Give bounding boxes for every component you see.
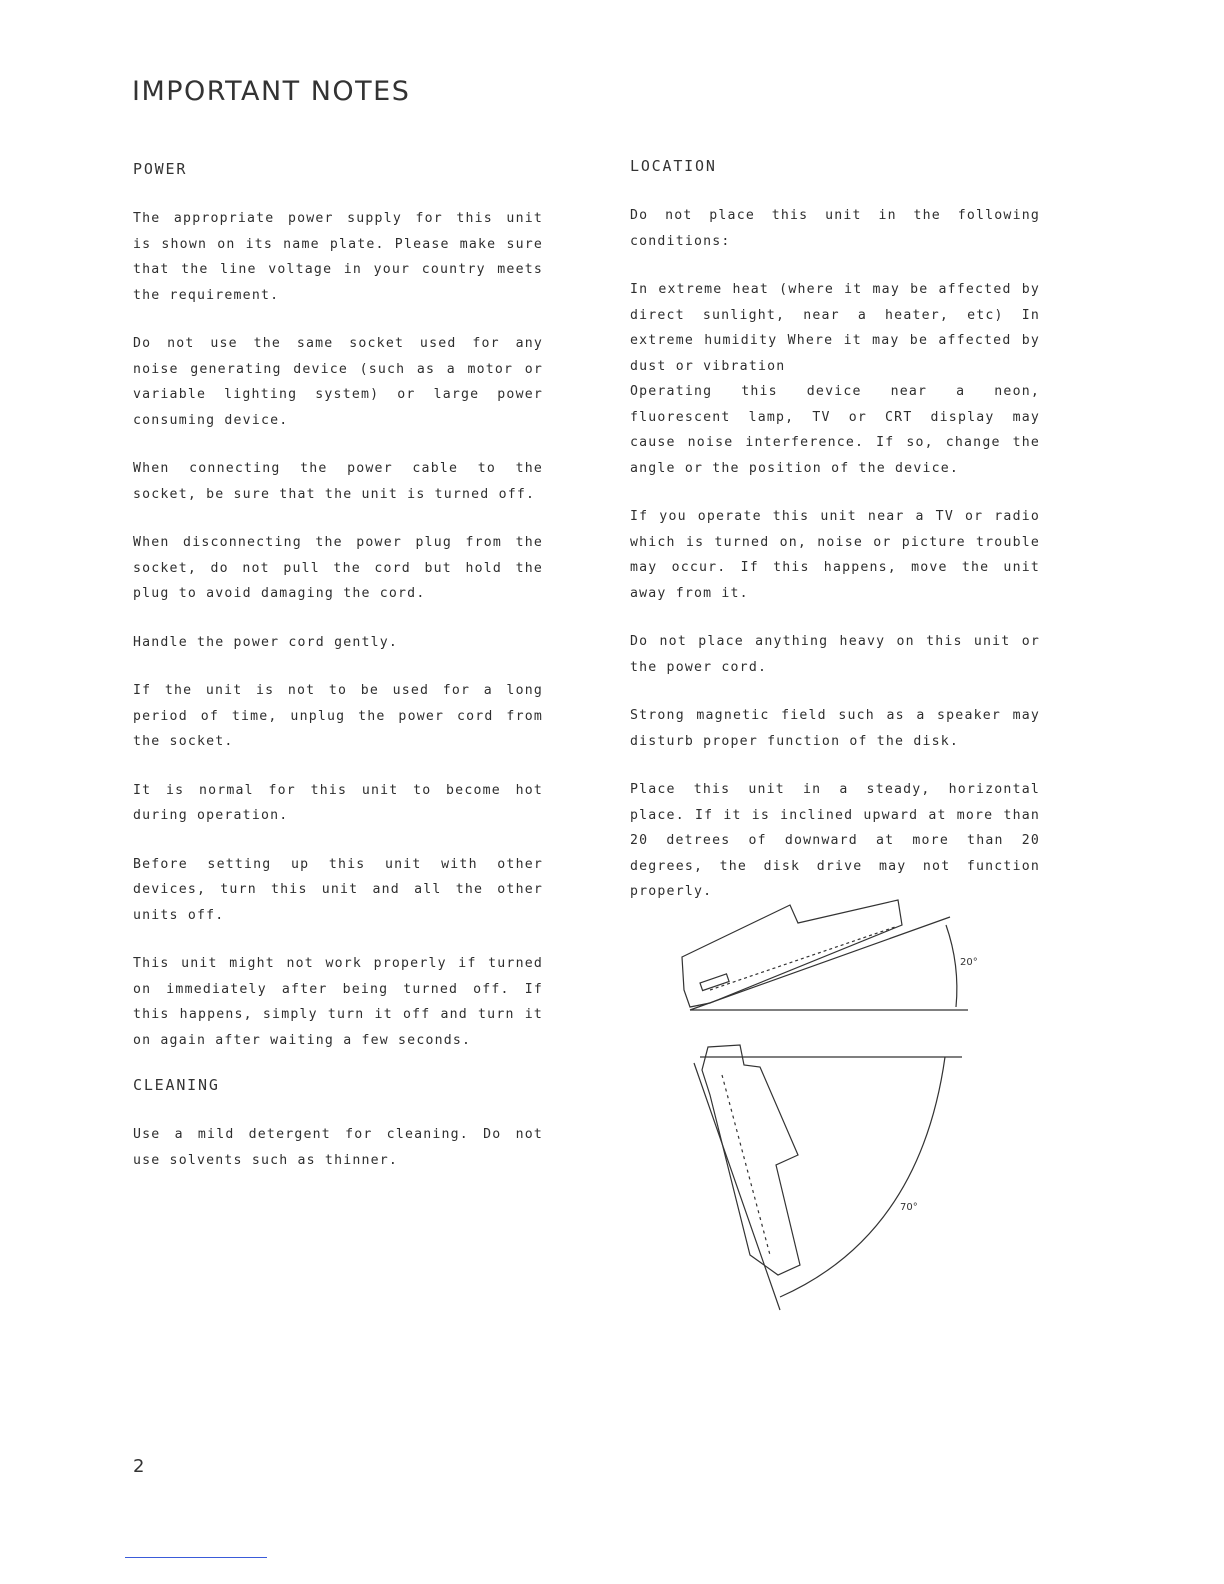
location-paragraph: Strong magnetic field such as a speaker may disturb proper function of the disk. <box>630 708 1040 749</box>
location-paragraph: Do not place this unit in the following conditions: <box>630 208 1040 249</box>
angle-arc <box>780 1057 945 1297</box>
location-paragraph: In extreme heat (where it may be affected by direct sunlight, near a heater, etc) In extreme humidity Where it may be affected by dust or vibration Operating this device near a neon, fluorescent lamp, TV or CRT display may cause noise interference. If so, change the angle or the position of the device. <box>630 282 1040 476</box>
power-paragraph: Do not use the same socket used for any noise generating device (such as a motor or variable lighting system) or large power consuming device. <box>133 336 543 428</box>
left-column <box>133 160 543 1196</box>
downward-tilt-diagram <box>680 1035 980 1320</box>
power-paragraph: When disconnecting the power plug from the socket, do not pull the cord but hold the plug to avoid damaging the cord. <box>133 535 543 601</box>
power-paragraph: The appropriate power supply for this unit is shown on its name plate. Please make sure that the line voltage in your country meets the requirement. <box>133 211 543 303</box>
location-paragraph: Do not place anything heavy on this unit or the power cord. <box>630 634 1040 675</box>
location-paragraph: Place this unit in a steady, horizontal place. If it is inclined upward at more than 20 detrees of downward at more than 20 degrees, the disk drive may not function properly. <box>630 782 1040 899</box>
page-number: 2 <box>133 1456 145 1477</box>
power-paragraph: When connecting the power cable to the socket, be sure that the unit is turned off. <box>133 461 543 502</box>
upward-tilt-diagram <box>670 895 980 1020</box>
decline-line <box>694 1063 780 1310</box>
incline-line <box>690 917 950 1010</box>
power-paragraph: If the unit is not to be used for a long period of time, unplug the power cord from the socket. <box>133 683 543 749</box>
location-heading: LOCATION <box>630 157 717 175</box>
footer-rule <box>125 1557 267 1558</box>
location-paragraph: If you operate this unit near a TV or radio which is turned on, noise or picture trouble may occur. If this happens, move the unit away from it. <box>630 509 1040 601</box>
drive-unit-outline <box>702 1045 800 1275</box>
angle-label-20: 20° <box>960 957 978 968</box>
power-paragraph: It is normal for this unit to become hot during operation. <box>133 782 543 823</box>
cleaning-heading: CLEANING <box>133 1076 220 1094</box>
drive-unit-outline <box>682 900 902 1007</box>
angle-label-70: 70° <box>900 1202 918 1213</box>
angle-arc <box>946 925 957 1007</box>
power-paragraph: This unit might not work properly if turned on immediately after being turned off. If this happens, simply turn it off and turn it on again after waiting a few seconds. <box>133 956 543 1048</box>
right-column <box>630 157 1040 928</box>
power-heading: POWER <box>133 160 188 178</box>
page-title: IMPORTANT NOTES <box>132 76 411 107</box>
cleaning-paragraph: Use a mild detergent for cleaning. Do not use solvents such as thinner. <box>133 1127 543 1168</box>
power-paragraph: Handle the power cord gently. <box>133 634 399 650</box>
power-paragraph: Before setting up this unit with other devices, turn this unit and all the other units off. <box>133 856 543 923</box>
